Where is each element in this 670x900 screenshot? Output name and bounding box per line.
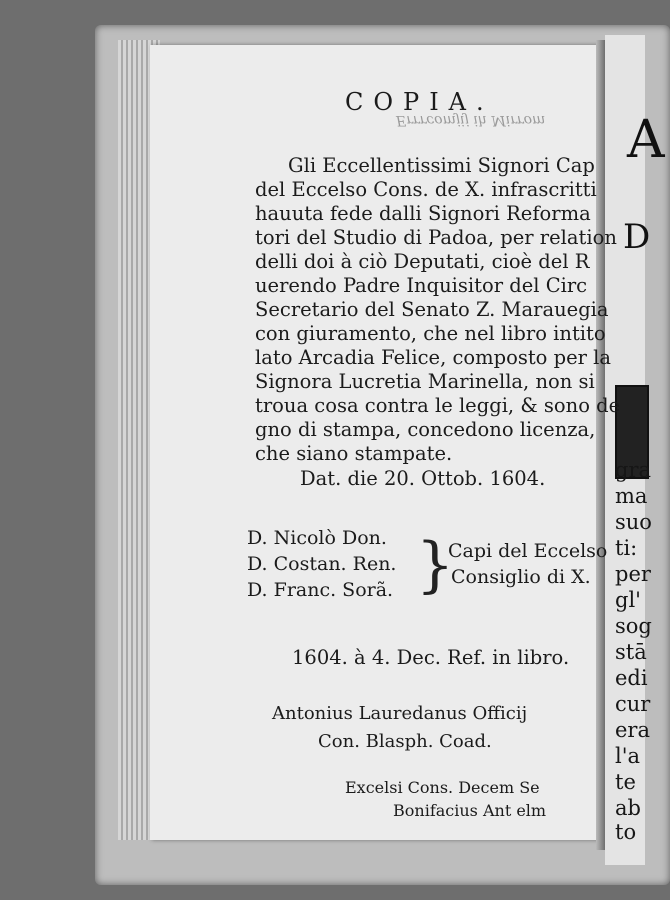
facing-text-fragment: gl' [615,588,641,612]
brace-icon: } [416,530,455,600]
body-line: uerendo Padre Inquisitor del Circ [255,274,588,297]
facing-text-fragment: per [615,562,651,586]
council-line-1: Capi del Eccelso [448,540,608,562]
facing-text-fragment: l'a [615,744,641,768]
facing-text-fragment: ti: [615,536,638,560]
body-line: con giuramento, che nel libro intito [255,322,606,345]
body-line: Gli Eccellentissimi Signori Cap [288,154,595,177]
facing-initial-a: A [627,110,665,170]
signatory-1: D. Nicolò Don. [247,527,387,549]
officer-line-1: Antonius Lauredanus Officij [272,703,528,724]
signatory-3: D. Franc. Sorã. [247,579,394,601]
facing-text-fragment: cur [615,692,651,716]
register-line: 1604. à 4. Dec. Ref. in libro. [292,646,570,669]
body-line: lato Arcadia Felice, composto per la [255,346,612,369]
facing-text-fragment: edi [615,666,648,690]
body-line: delli doi à ciò Deputati, cioè del R [255,250,590,273]
footer-line-1: Excelsi Cons. Decem Se [345,778,540,797]
facing-text-fragment: ma [615,484,648,508]
facing-text-fragment: te [615,770,636,794]
facing-text-fragment: to [615,820,637,844]
facing-text-fragment: sog [615,614,652,638]
body-line: Secretario del Senato Z. Marauegia [255,298,609,321]
facing-text-fragment: gra [615,458,652,482]
page-title: COPIA. [345,88,494,116]
facing-initial-d: D [623,217,651,257]
date-line: Dat. die 20. Ottob. 1604. [300,467,546,490]
body-line: hauuta fede dalli Signori Reforma [255,202,591,225]
council-line-2: Consiglio di X. [451,566,591,588]
signatory-2: D. Costan. Ren. [247,553,397,575]
facing-page [605,35,665,865]
footer-line-2: Bonifacius Ant elm [393,801,547,820]
facing-text-fragment: ab [615,796,641,820]
officer-line-2: Con. Blasph. Coad. [318,731,492,752]
facing-text-fragment: era [615,718,650,742]
body-line: che siano stampate. [255,442,453,465]
facing-text-fragment: stā [615,640,647,664]
body-line: tori del Studio di Padoa, per relation [255,226,617,249]
body-line: gno di stampa, concedono licenza, [255,418,596,441]
bleed-through-text: Errrcomjij ih Mirrom [396,112,546,128]
facing-text-fragment: suo [615,510,652,534]
body-line: del Eccelso Cons. de X. infrascritti [255,178,597,201]
body-line: troua cosa contra le leggi, & sono de [255,394,621,417]
body-line: Signora Lucretia Marinella, non si [255,370,595,393]
